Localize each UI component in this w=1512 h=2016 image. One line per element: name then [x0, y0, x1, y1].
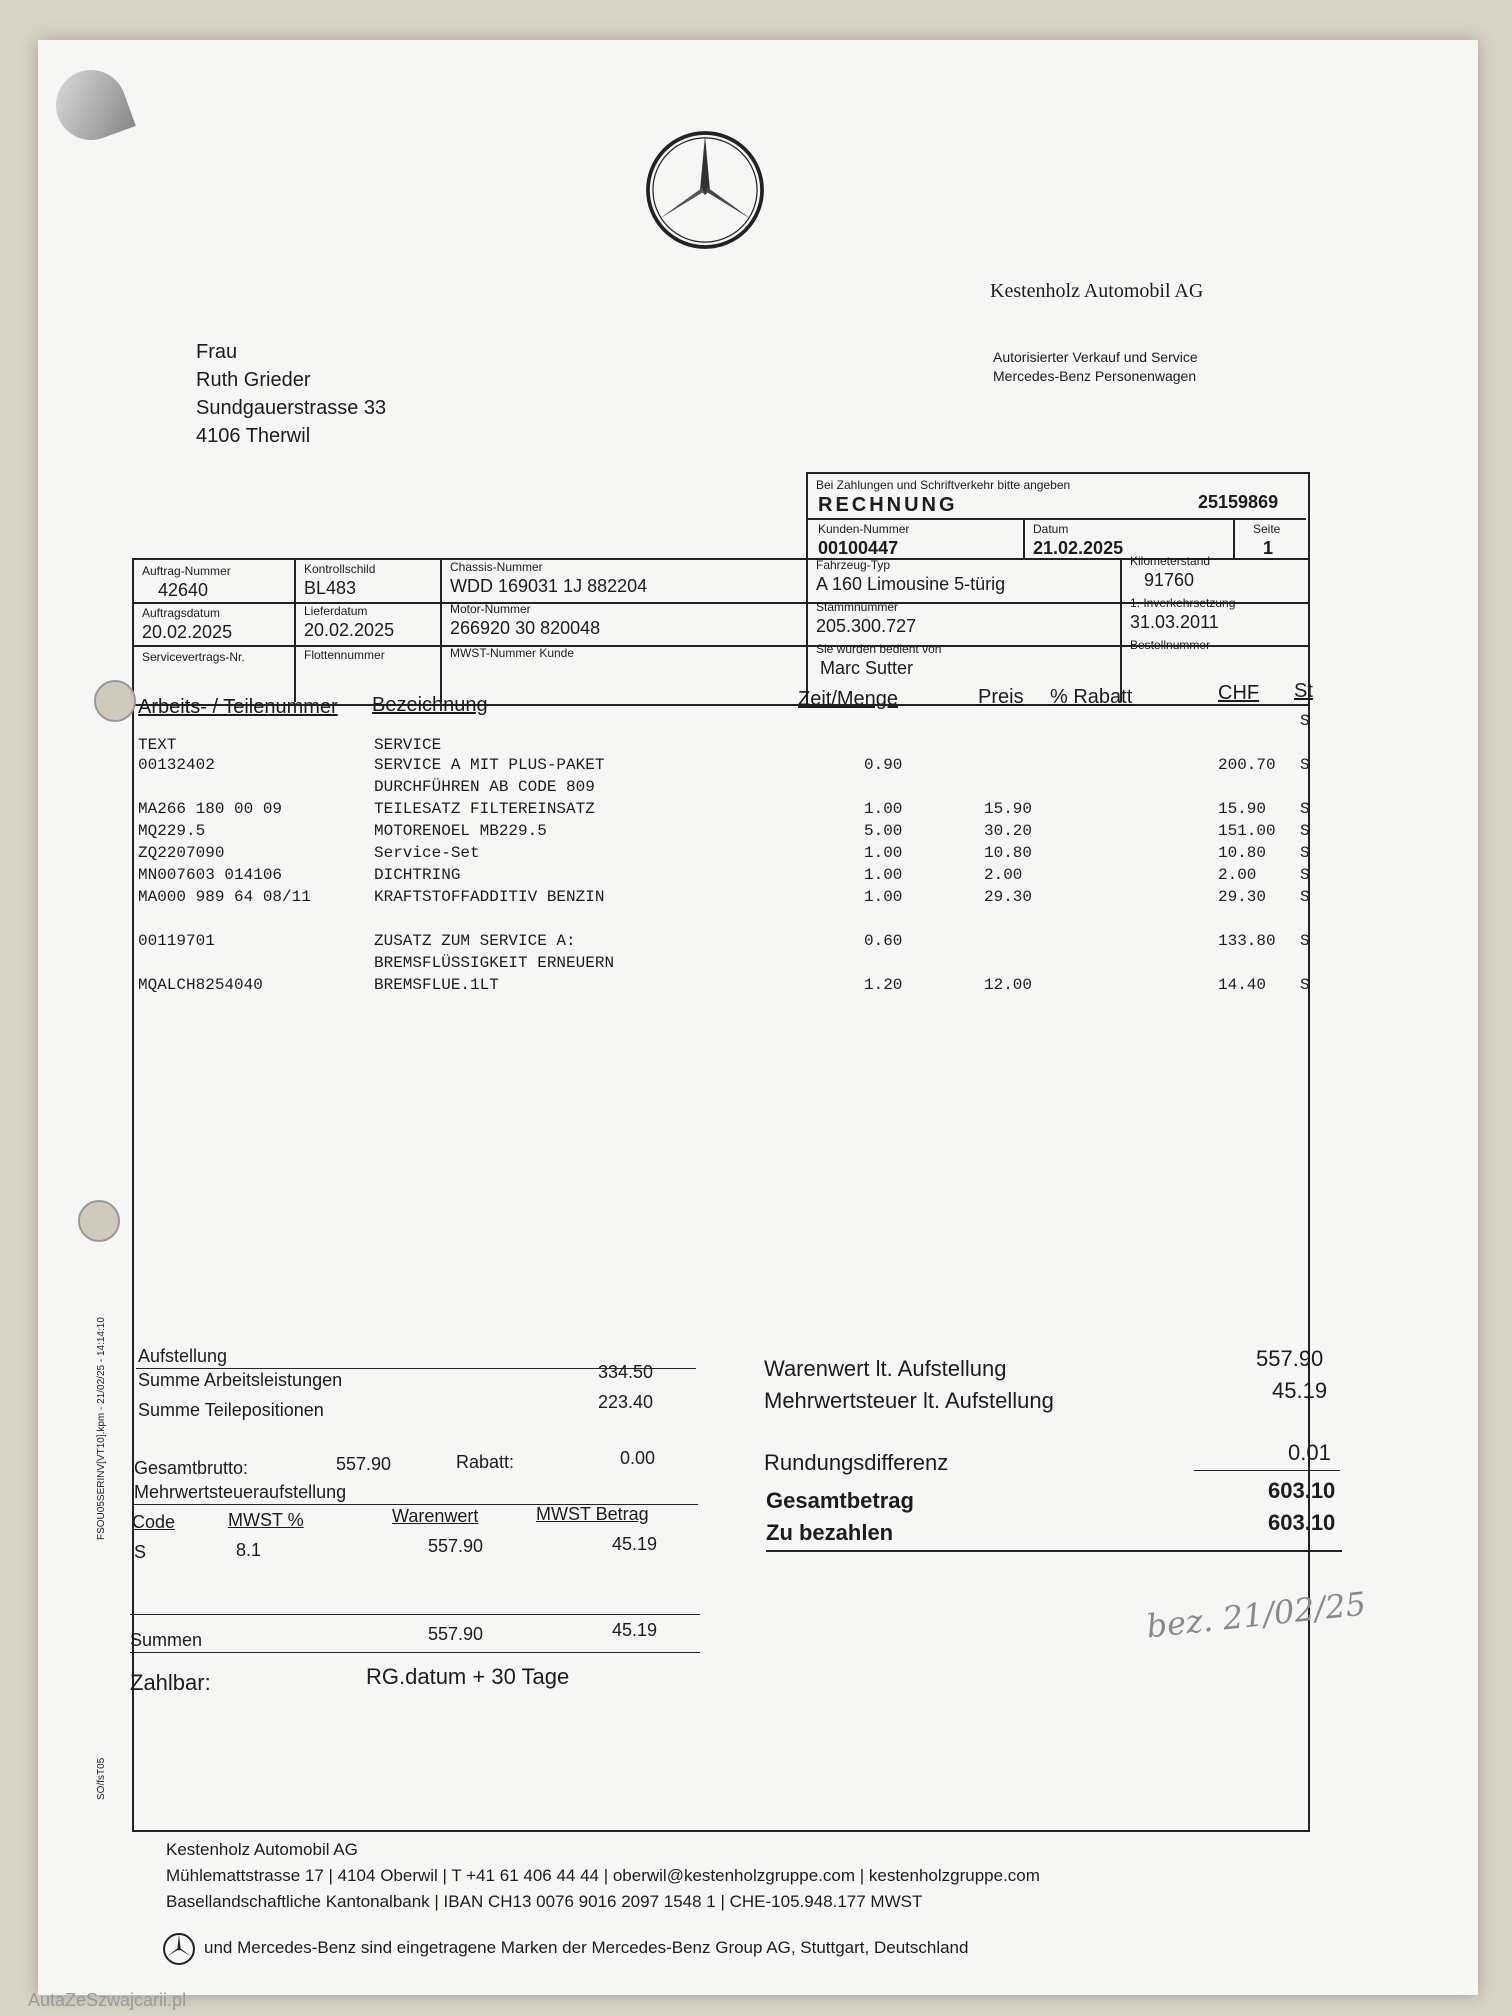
recipient-salutation: Frau	[196, 341, 238, 363]
line-part: 00132402	[138, 756, 215, 774]
invoice-paper	[38, 40, 1478, 1995]
line-description: BREMSFLÜSSIGKEIT ERNEUERN	[374, 954, 615, 972]
watermark: AutaZeSzwajcarii.pl	[28, 1990, 187, 2010]
line-st: S	[1300, 800, 1310, 818]
invoice-number: 25159869	[1198, 492, 1279, 512]
company-tagline	[993, 348, 1198, 386]
line-st: S	[1300, 976, 1310, 994]
vat-pct-label: MWST %	[228, 1510, 304, 1530]
stamm-number: 205.300.727	[816, 616, 917, 636]
line-description: DURCHFÜHREN AB CODE 809	[374, 778, 595, 796]
recipient-address	[196, 338, 386, 450]
footer-trademark: und Mercedes-Benz sind eingetragene Marken der Mercedes-Benz Group AG, Stuttgart, Deutschland	[204, 1938, 969, 1957]
line-chf: 29.30	[1218, 888, 1267, 906]
line-chf: 151.00	[1218, 822, 1276, 840]
first-registration: 31.03.2011	[1130, 612, 1219, 632]
line-description: Service-Set	[374, 844, 480, 862]
side-print-code-2: SO/fsT05	[96, 1757, 107, 1800]
service-contract-label: Servicevertrags-Nr.	[142, 650, 245, 664]
line-qty: 5.00	[864, 822, 903, 840]
column-description: Bezeichnung	[372, 694, 488, 716]
line-price: 2.00	[984, 866, 1023, 884]
total-goods-label: Warenwert lt. Aufstellung	[764, 1356, 1007, 1381]
line-part: MA266 180 00 09	[138, 800, 283, 818]
line-price: 15.90	[984, 800, 1033, 818]
fleet-number-label: Flottennummer	[304, 648, 385, 662]
amount-due: 603.10	[1268, 1510, 1336, 1535]
date-label: Datum	[1033, 522, 1069, 536]
line-part: ZQ2207090	[138, 844, 225, 862]
recipient-name: Ruth Grieder	[196, 369, 311, 391]
invoice-title: RECHNUNG	[818, 494, 958, 516]
order-ref-label: Bestellnummer	[1130, 638, 1211, 652]
delivery-date: 20.02.2025	[304, 620, 395, 640]
items-frame	[132, 702, 1310, 1832]
line-part: 00119701	[138, 932, 215, 950]
amount-due-label: Zu bezahlen	[766, 1520, 894, 1545]
total-vat-label: Mehrwertsteuer lt. Aufstellung	[764, 1388, 1054, 1413]
line-st: S	[1300, 866, 1310, 884]
vat-pct: 8.1	[236, 1540, 262, 1560]
line-chf: 133.80	[1218, 932, 1276, 950]
page-number: 1	[1263, 538, 1274, 558]
stamm-number-label: Stammnummer	[816, 600, 899, 614]
vat-code: S	[134, 1542, 147, 1562]
line-part: MA000 989 64 08/11	[138, 888, 311, 906]
payable-label: Zahlbar:	[130, 1670, 211, 1695]
handwritten-paid-note: bez. 21/02/25	[1144, 1584, 1368, 1646]
labor-sum-label: Summe Arbeitsleistungen	[138, 1370, 343, 1390]
company-name: Kestenholz Automobil AG	[990, 280, 1204, 302]
line-part: MQ229.5	[138, 822, 206, 840]
column-part: Arbeits- / Teilenummer	[138, 696, 338, 718]
plate-label: Kontrollschild	[304, 562, 376, 576]
line-qty: 1.00	[864, 866, 903, 884]
line-chf: 200.70	[1218, 756, 1276, 774]
tagline-line-2: Mercedes-Benz Personenwagen	[993, 368, 1197, 384]
customer-number-label: Kunden-Nummer	[818, 522, 910, 536]
summary-heading: Aufstellung	[138, 1346, 228, 1366]
line-chf: 14.40	[1218, 976, 1267, 994]
sums-vat: 45.19	[612, 1620, 658, 1640]
invoice-date: 21.02.2025	[1033, 538, 1124, 558]
recipient-city: 4106 Therwil	[196, 425, 311, 447]
line-description: SERVICE	[374, 736, 442, 754]
labor-sum: 334.50	[598, 1362, 654, 1382]
engine-number: 266920 30 820048	[450, 618, 601, 638]
recipient-street: Sundgauerstrasse 33	[196, 397, 387, 419]
column-st: St	[1294, 680, 1313, 702]
line-description: TEILESATZ FILTEREINSATZ	[374, 800, 595, 818]
served-by-label: Sie wurden bedient von	[816, 642, 942, 656]
column-qty: Zeit/Menge	[798, 688, 899, 710]
chassis-number: WDD 169031 1J 882204	[450, 576, 648, 596]
line-price: 10.80	[984, 844, 1033, 862]
line-qty: 1.00	[864, 800, 903, 818]
line-price: 29.30	[984, 888, 1033, 906]
line-st: S	[1300, 844, 1310, 862]
customer-number: 00100447	[818, 538, 899, 558]
chassis-label: Chassis-Nummer	[450, 560, 543, 574]
gross-amount: 557.90	[336, 1454, 392, 1474]
punch-hole-bottom	[78, 1200, 120, 1242]
first-registration-label: 1. Inverkehrsetzung	[1130, 596, 1236, 610]
line-chf: 2.00	[1218, 866, 1257, 884]
vat-amount-label: MWST Betrag	[536, 1504, 649, 1524]
line-st: S	[1300, 822, 1310, 840]
line-part: MN007603 014106	[138, 866, 283, 884]
footer-bank: Basellandschaftliche Kantonalbank | IBAN CH13 0076 9016 2097 1548 1 | CHE-105.948.177 MWST	[166, 1892, 923, 1911]
total-vat: 45.19	[1272, 1378, 1328, 1403]
gross-label: Gesamtbrutto:	[134, 1458, 249, 1478]
line-description: ZUSATZ ZUM SERVICE A:	[374, 932, 576, 950]
vat-heading: Mehrwertsteueraufstellung	[134, 1482, 347, 1502]
line-description: BREMSFLUE.1LT	[374, 976, 499, 994]
line-description: MOTORENOEL MB229.5	[374, 822, 547, 840]
parts-sum-label: Summe Teilepositionen	[138, 1400, 324, 1420]
line-price: 12.00	[984, 976, 1033, 994]
line-description: DICHTRING	[374, 866, 461, 884]
sums-goods: 557.90	[428, 1624, 484, 1644]
line-st: S	[1300, 712, 1310, 730]
vat-customer-label: MWST-Nummer Kunde	[450, 646, 575, 660]
order-number: 42640	[158, 580, 209, 600]
plate: BL483	[304, 578, 357, 598]
vat-amount: 45.19	[612, 1534, 658, 1554]
column-discount: % Rabatt	[1050, 686, 1133, 708]
line-price: 30.20	[984, 822, 1033, 840]
line-description: SERVICE A MIT PLUS-PAKET	[374, 756, 605, 774]
discount-amount: 0.00	[620, 1448, 656, 1468]
page-label: Seite	[1253, 522, 1281, 536]
mercedes-star-logo	[643, 128, 767, 252]
column-price: Preis	[978, 686, 1024, 708]
vehicle-type-label: Fahrzeug-Typ	[816, 558, 891, 572]
vat-goods: 557.90	[428, 1536, 484, 1556]
mileage-label: Kilometerstand	[1130, 554, 1211, 568]
line-part: TEXT	[138, 736, 177, 754]
line-description: KRAFTSTOFFADDITIV BENZIN	[374, 888, 605, 906]
tagline-line-1: Autorisierter Verkauf und Service	[993, 349, 1198, 365]
engine-number-label: Motor-Nummer	[450, 602, 531, 616]
line-qty: 1.20	[864, 976, 903, 994]
payable-terms: RG.datum + 30 Tage	[366, 1664, 570, 1689]
rounding-label: Rundungsdifferenz	[764, 1450, 949, 1475]
line-st: S	[1300, 888, 1310, 906]
delivery-date-label: Lieferdatum	[304, 604, 368, 618]
vat-code-label: Code	[132, 1512, 176, 1532]
order-date-label: Auftragsdatum	[142, 606, 221, 620]
line-qty: 1.00	[864, 844, 903, 862]
vehicle-type: A 160 Limousine 5-türig	[816, 574, 1006, 594]
column-chf: CHF	[1218, 682, 1260, 704]
grand-total: 603.10	[1268, 1478, 1336, 1503]
vat-goods-label: Warenwert	[392, 1506, 479, 1526]
rounding-amount: 0.01	[1288, 1440, 1331, 1465]
mercedes-star-small-icon	[162, 1932, 196, 1966]
line-qty: 0.60	[864, 932, 903, 950]
served-by: Marc Sutter	[820, 658, 914, 678]
sums-label: Summen	[130, 1630, 203, 1650]
line-qty: 1.00	[864, 888, 903, 906]
line-chf: 15.90	[1218, 800, 1267, 818]
order-number-label: Auftrag-Nummer	[142, 564, 231, 578]
line-st: S	[1300, 932, 1310, 950]
discount-label: Rabatt:	[456, 1452, 515, 1472]
order-date: 20.02.2025	[142, 622, 233, 642]
mileage: 91760	[1144, 570, 1195, 590]
footer-company: Kestenholz Automobil AG	[166, 1840, 358, 1859]
total-goods: 557.90	[1256, 1346, 1324, 1371]
grand-total-label: Gesamtbetrag	[766, 1488, 914, 1513]
staple-corner	[46, 60, 136, 150]
punch-hole-top	[94, 680, 136, 722]
side-print-code: FSOU05SERINV[VT10].kpm - 21/02/25 - 14:14:10	[96, 1317, 107, 1540]
line-chf: 10.80	[1218, 844, 1267, 862]
line-qty: 0.90	[864, 756, 903, 774]
invoice-note: Bei Zahlungen und Schriftverkehr bitte angeben	[816, 478, 1071, 492]
line-st: S	[1300, 756, 1310, 774]
footer-address: Mühlemattstrasse 17 | 4104 Oberwil | T +41 61 406 44 44 | oberwil@kestenholzgruppe.com | kestenholzgruppe.com	[166, 1866, 1040, 1885]
line-part: MQALCH8254040	[138, 976, 263, 994]
parts-sum: 223.40	[598, 1392, 654, 1412]
